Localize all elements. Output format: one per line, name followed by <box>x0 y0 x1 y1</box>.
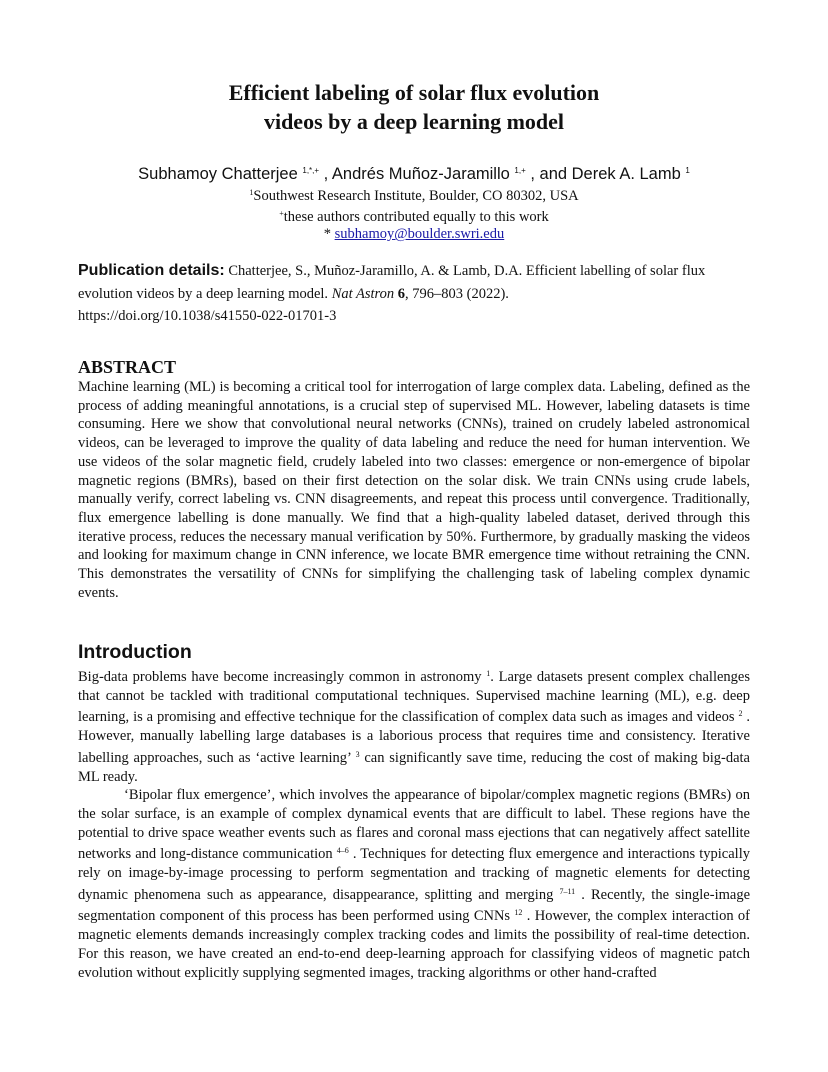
intro-paragraph-1 <box>78 665 750 786</box>
introduction-body <box>78 665 750 982</box>
email-prefix: * <box>323 226 335 242</box>
citation-ref: 12 <box>514 908 523 918</box>
author-lamb: , and Derek A. Lamb <box>530 165 681 183</box>
abstract-text: Machine learning (ML) is becoming a critical tool for interrogation of large complex data. Labeling, defined as the process of adding meaningful annotations, is a crucial step of supervised ML. However, labeling datasets is time consuming. Here we show that convolutional neural networks (CNNs), trained on crudely labeled astronomical videos, can be leveraged to improve the quality of data labeling and reduce the need for human intervention. We use videos of the solar magnetic field, crudely labeled into two classes: emergence or non-emergence of bipolar magnetic regions (BMRs), based on their first detection on the solar disk. We train CNNs using crude labels, manually verify, correct labeling vs. CNN disagreements, and repeat this process until convergence. Traditionally, flux emergence labelling is done manually. We find that a high-quality labeled dataset, derived through this iterative process, reduces the necessary manual verification by 50%. Furthermore, by gradually masking the videos and looking for maximum change in CNN inference, we locate BMR emergence time without retraining the CNN. This demonstrates the versatility of CNNs for simplifying the challenging task of labeling complex dynamic events. <box>78 379 750 601</box>
affiliation-line <box>0 183 828 206</box>
paper-title <box>0 78 828 136</box>
intro-p2-text-2: . Techniques for detecting flux emergence and interactions typically rely on image-by-image processing to perform segmentation and tracking of magnetic elements for detecting dynamic phenomena such as appearance, disappearance, splitting and merging <box>78 846 750 903</box>
title-line-1: Efficient labeling of solar flux evolution <box>228 80 600 105</box>
publication-doi[interactable]: https://doi.org/10.1038/s41550-022-01701-3 <box>78 308 337 324</box>
author-chatterjee: Subhamoy Chatterjee <box>138 165 298 183</box>
publication-citation: Chatterjee, S., Muñoz-Jaramillo, A. & Lamb, D.A. Efficient labelling of solar flux evolution videos by a deep learning model. <box>78 263 706 302</box>
intro-p1-text-2: . Large datasets present complex challenges that cannot be tackled with traditional computational techniques. Supervised machine learning (ML), e.g. deep learning, is a promising and effective technique for the classification of complex data such as images and videos <box>78 669 750 726</box>
email-link[interactable]: subhamoy@boulder.swri.edu <box>334 226 505 242</box>
citation-ref: 2 <box>738 709 743 719</box>
publication-journal: Nat Astron <box>331 285 395 302</box>
author-list <box>0 160 828 185</box>
citation-ref: 1 <box>486 669 491 678</box>
affiliation-text: Southwest Research Institute, Boulder, CO 80302, USA <box>253 188 579 204</box>
publication-volume: 6 <box>397 285 406 302</box>
citation-ref: 4–6 <box>336 846 349 856</box>
publication-pages: , 796–803 (2022). <box>405 285 509 302</box>
author-chatterjee-affil: 1,*,+ <box>302 166 320 175</box>
intro-p2-text-3: . Recently, the single-image segmentation component of this process has been performed using CNNs <box>78 886 751 925</box>
author-munoz-jaramillo-affil: 1,+ <box>514 166 526 175</box>
equal-contribution-text: these authors contributed equally to this work <box>283 209 549 225</box>
intro-paragraph-2 <box>78 786 750 982</box>
citation-ref: 3 <box>355 749 360 759</box>
introduction-heading: Introduction <box>78 641 192 663</box>
intro-p2-text-1: ‘Bipolar flux emergence’, which involves the appearance of bipolar/complex magnetic regions (BMRs) on the solar surface, is an example of complex dynamical events that are difficult to label. These regions have the potential to drive space weather events such as flares and coronal mass ejections that can negatively affect satellite networks and long-distance communication <box>78 787 750 863</box>
affiliation-marker: 1 <box>249 188 254 197</box>
publication-details <box>78 260 750 328</box>
corresponding-email <box>0 224 828 244</box>
citation-ref: 7–11 <box>559 886 576 896</box>
publication-label: Publication details: <box>78 262 225 279</box>
intro-p1-text-4: can significantly save time, reducing the cost of making big-data ML ready. <box>78 749 750 785</box>
author-lamb-affil: 1 <box>685 166 690 175</box>
intro-p1-text-3: . However, manually labelling large databases is a laborious process that requires time and consistency. Iterative labelling approaches, such as ‘active learning’ <box>78 709 751 766</box>
title-line-2: videos by a deep learning model <box>263 109 565 134</box>
author-munoz-jaramillo: , Andrés Muñoz-Jaramillo <box>323 165 510 183</box>
intro-p1-text-1: Big-data problems have become increasingly common in astronomy <box>78 669 487 685</box>
intro-p2-text-4: . However, the complex interaction of magnetic elements demands increasingly complex tracking codes and limits the possibility of real-time detection. For this reason, we have created an end-to-end deep-learning approach for classifying videos of magnetic patch evolution without explicitly supplying segmented images, tracking algorithms or other hand-crafted <box>78 908 750 981</box>
equal-contribution-marker: + <box>279 209 284 218</box>
abstract-heading: ABSTRACT <box>78 357 177 377</box>
